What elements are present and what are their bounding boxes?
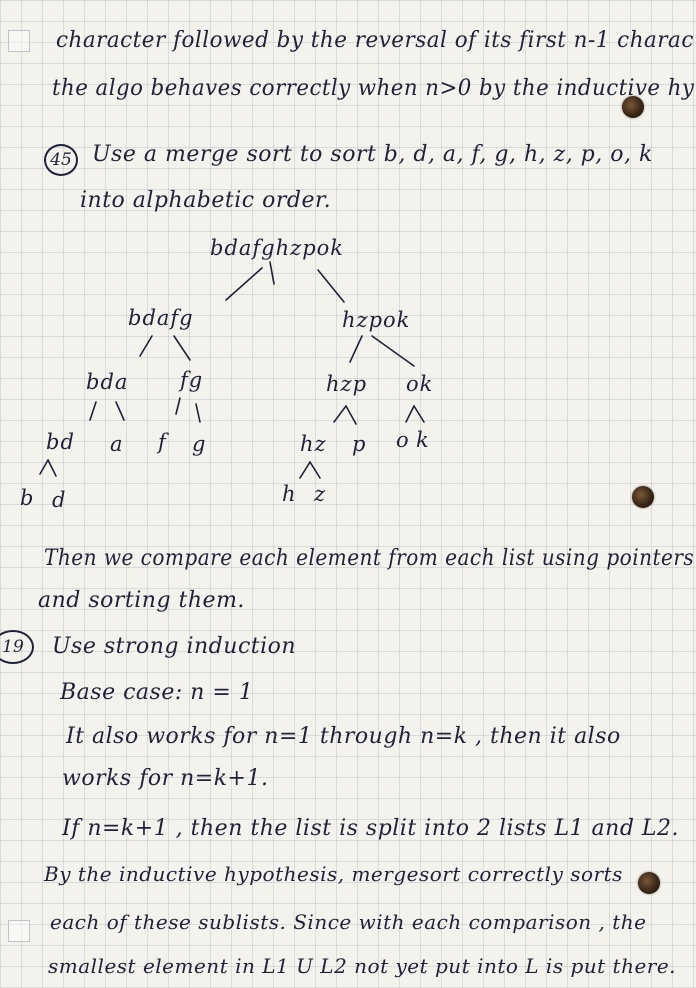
text-line: works for n=k+1. [62, 766, 269, 791]
tree-leaf-p: p [352, 432, 367, 456]
tree-leaf-f: f [158, 430, 167, 454]
text-line: It also works for n=1 through n=k , then it also [66, 724, 621, 749]
tree-right-right: ok [406, 372, 434, 396]
text-line: and sorting them. [38, 588, 245, 613]
tree-left-right: fg [180, 368, 204, 392]
tree-leaf-d: d [52, 488, 67, 512]
tree-leaf-bd: bd [46, 430, 75, 454]
text-line: smallest element in L1 U L2 not yet put into L is put there. [48, 954, 677, 978]
text-line: Base case: n = 1 [60, 680, 254, 705]
text-line: each of these sublists. Since with each comparison , the [50, 910, 647, 934]
problem-19-text: Use strong induction [52, 634, 297, 659]
tree-leaf-hz: hz [300, 432, 327, 456]
tree-left: bdafg [128, 306, 194, 330]
tree-leaf-a: a [110, 432, 124, 456]
problem-number-19: 19 [0, 630, 34, 664]
tree-right: hzpok [342, 308, 411, 332]
tree-leaf-k: k [416, 428, 430, 452]
text-line: If n=k+1 , then the list is split into 2 lists L1 and L2. [62, 816, 679, 841]
tree-right-left: hzp [326, 372, 368, 396]
text-line: character followed by the reversal of its first n-1 charac [56, 28, 694, 53]
problem-number-45: 45 [44, 144, 78, 176]
tree-leaf-h: h [282, 482, 297, 506]
tree-leaf-b: b [20, 486, 35, 510]
tree-leaf-g: g [192, 432, 207, 456]
tree-left-left: bda [86, 370, 129, 394]
tree-root: bdafghzpok [210, 236, 345, 260]
tree-leaf-o: o [396, 428, 410, 452]
text-line: the algo behaves correctly when n>0 by the inductive hy [52, 76, 695, 101]
text-line: into alphabetic order. [80, 188, 332, 213]
text-line: By the inductive hypothesis, mergesort correctly sorts [44, 862, 623, 886]
text-line: Then we compare each element from each list using pointers [44, 546, 695, 571]
problem-45-text: Use a merge sort to sort b, d, a, f, g, h, z, p, o, k [92, 142, 653, 167]
tree-leaf-z: z [314, 482, 327, 506]
